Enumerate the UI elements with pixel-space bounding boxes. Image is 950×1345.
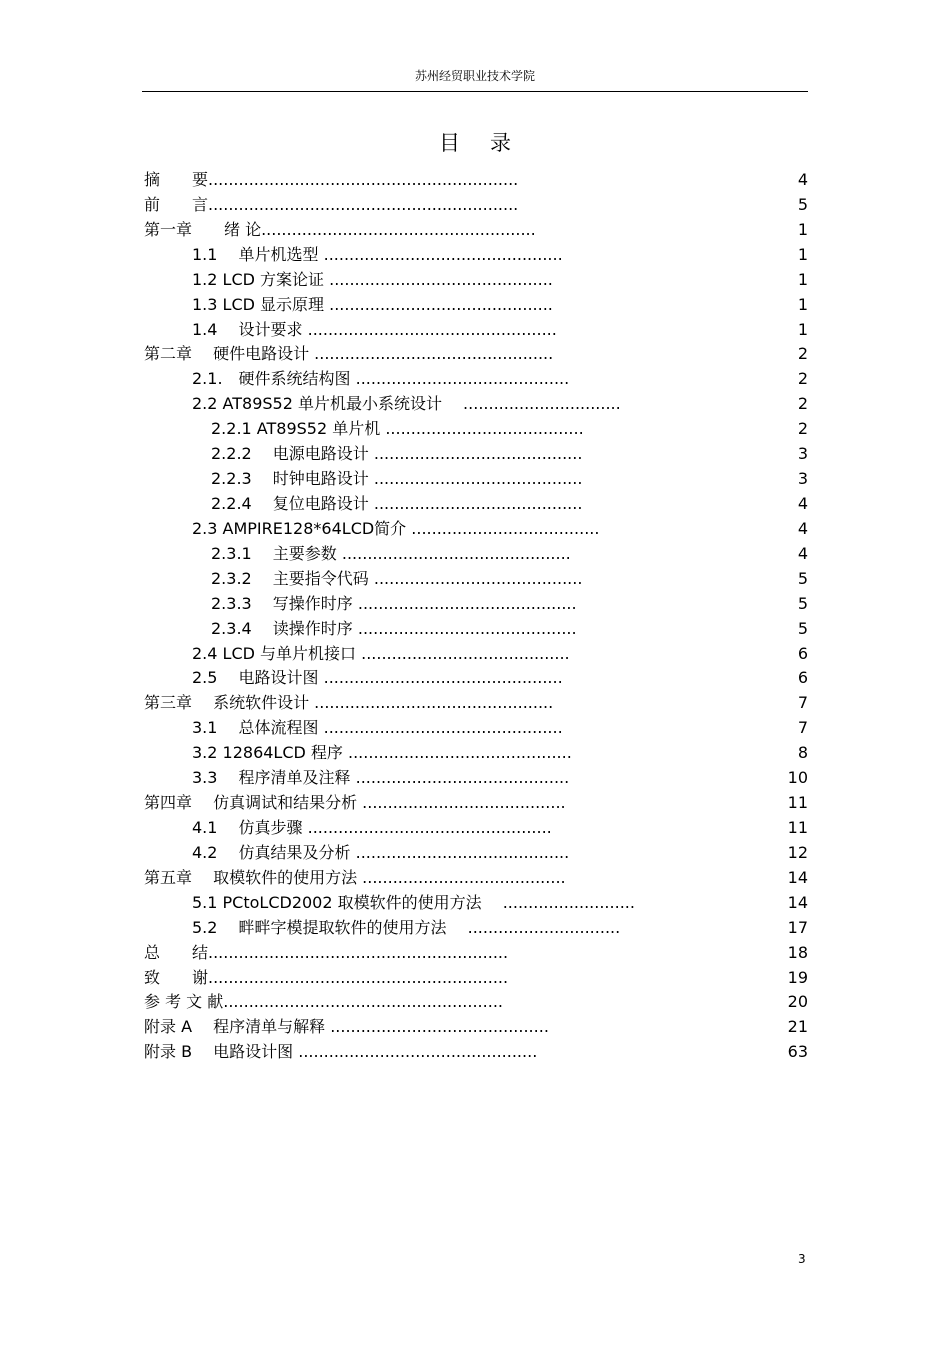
toc-entry-text: 1.1 单片机选型 ............................................... bbox=[192, 244, 563, 264]
toc-entry-text: 3.1 总体流程图 ............................................... bbox=[192, 718, 563, 738]
toc-entry[interactable] bbox=[144, 268, 808, 293]
toc-entry[interactable] bbox=[144, 891, 808, 916]
toc-entry[interactable] bbox=[144, 467, 808, 492]
toc-entry-text: 2.2.3 时钟电路设计 ......................................... bbox=[211, 469, 583, 489]
toc-entry-page: 7 bbox=[797, 693, 808, 713]
toc-entry[interactable] bbox=[144, 318, 808, 343]
toc-entry-text: 2.1. 硬件系统结构图 .......................................... bbox=[192, 369, 570, 389]
toc-entry[interactable] bbox=[144, 841, 808, 866]
toc-entry-page: 2 bbox=[797, 369, 808, 389]
toc-entry-text: 1.3 LCD 显示原理 ............................................ bbox=[192, 294, 553, 314]
toc-entry-page: 6 bbox=[797, 668, 808, 688]
toc-entry-page: 18 bbox=[787, 942, 808, 962]
toc-entry-text: 2.3.4 读操作时序 ........................................... bbox=[211, 618, 577, 638]
toc-entry-text: 3.3 程序清单及注释 .......................................... bbox=[192, 768, 570, 788]
toc-entry[interactable] bbox=[144, 517, 808, 542]
toc-entry-text: 2.2.4 复位电路设计 ......................................... bbox=[211, 493, 583, 513]
toc-entry-text: 2.5 电路设计图 ............................................... bbox=[192, 668, 563, 688]
toc-entry-page: 2 bbox=[797, 344, 808, 364]
toc-entry-text: 2.3.3 写操作时序 ........................................... bbox=[211, 593, 577, 613]
toc-entry[interactable] bbox=[144, 542, 808, 567]
toc-entry-text: 2.2.2 电源电路设计 ......................................... bbox=[211, 444, 583, 464]
toc-entry-page: 5 bbox=[797, 568, 808, 588]
toc-entry-page: 12 bbox=[787, 842, 808, 862]
toc-entry-page: 17 bbox=[787, 917, 808, 937]
toc-entry[interactable] bbox=[144, 417, 808, 442]
toc-entry-page: 3 bbox=[797, 469, 808, 489]
toc-entry-page: 2 bbox=[797, 419, 808, 439]
toc-entry[interactable] bbox=[144, 492, 808, 517]
toc-entry[interactable] bbox=[144, 716, 808, 741]
toc-entry-page: 4 bbox=[797, 493, 808, 513]
toc-entry-page: 3 bbox=[797, 444, 808, 464]
toc-entry-page: 1 bbox=[797, 294, 808, 314]
toc-entry[interactable] bbox=[144, 367, 808, 392]
toc-title: 目录 bbox=[439, 131, 541, 155]
toc-entry-page: 14 bbox=[787, 892, 808, 912]
toc-entry[interactable] bbox=[144, 617, 808, 642]
toc-entry-page: 11 bbox=[787, 817, 808, 837]
toc-entry-text: 总 结........................................................... bbox=[144, 942, 509, 962]
toc-entry-text: 参 考 文 献....................................................... bbox=[144, 992, 503, 1012]
toc-entry[interactable] bbox=[144, 1040, 808, 1065]
toc-entry-page: 20 bbox=[787, 992, 808, 1012]
toc-entry-text: 1.2 LCD 方案论证 ............................................ bbox=[192, 269, 553, 289]
toc-entry[interactable] bbox=[144, 392, 808, 417]
toc-entry-text: 2.3 AMPIRE128*64LCD简介 ..................................... bbox=[192, 518, 600, 538]
toc-entry-text: 第二章 硬件电路设计 ............................................... bbox=[144, 344, 554, 364]
toc-entry-page: 4 bbox=[797, 170, 808, 189]
toc-entry-page: 4 bbox=[797, 518, 808, 538]
toc-entry-text: 2.3.1 主要参数 ............................................. bbox=[211, 543, 571, 563]
toc-entry-text: 附录 A 程序清单与解释 ........................................... bbox=[144, 1017, 549, 1037]
toc-entry-page: 1 bbox=[797, 269, 808, 289]
toc-entry[interactable] bbox=[144, 342, 808, 367]
toc-entry-text: 摘 要............................................................. bbox=[144, 170, 519, 189]
toc-entry-page: 2 bbox=[797, 394, 808, 414]
toc-entry-text: 第三章 系统软件设计 ............................................... bbox=[144, 693, 554, 713]
toc-entry[interactable] bbox=[144, 168, 808, 193]
toc-entry-text: 4.2 仿真结果及分析 .......................................... bbox=[192, 842, 570, 862]
toc-entry[interactable] bbox=[144, 741, 808, 766]
toc-entry-text: 1.4 设计要求 ................................................. bbox=[192, 319, 557, 339]
toc-entry[interactable] bbox=[144, 193, 808, 218]
toc-entry[interactable] bbox=[144, 1015, 808, 1040]
header-rule bbox=[142, 91, 808, 92]
toc-entry[interactable] bbox=[144, 691, 808, 716]
toc-entry[interactable] bbox=[144, 866, 808, 891]
toc-entry-text: 3.2 12864LCD 程序 ............................................ bbox=[192, 743, 572, 763]
toc-entry[interactable] bbox=[144, 966, 808, 991]
toc-entry[interactable] bbox=[144, 791, 808, 816]
toc-entry[interactable] bbox=[144, 990, 808, 1015]
toc-entry-page: 10 bbox=[787, 768, 808, 788]
toc-entry-page: 21 bbox=[787, 1017, 808, 1037]
toc-entry-text: 5.1 PCtoLCD2002 取模软件的使用方法 .......................... bbox=[192, 892, 635, 912]
toc-entry-page: 1 bbox=[797, 319, 808, 339]
toc-entry-text: 2.2.1 AT89S52 单片机 ....................................... bbox=[211, 419, 584, 439]
toc-entry-page: 1 bbox=[797, 244, 808, 264]
toc-entry-text: 致 谢........................................................... bbox=[144, 967, 509, 987]
toc-entry-text: 附录 B 电路设计图 ............................................... bbox=[144, 1042, 538, 1062]
toc-entry[interactable] bbox=[144, 243, 808, 268]
toc-entry[interactable] bbox=[144, 218, 808, 243]
toc-entry-text: 5.2 畔畔字模提取软件的使用方法 .............................. bbox=[192, 917, 621, 937]
toc-entry-text: 2.3.2 主要指令代码 ......................................... bbox=[211, 568, 583, 588]
toc-entry-page: 5 bbox=[797, 618, 808, 638]
toc-entry[interactable] bbox=[144, 766, 808, 791]
toc-entry[interactable] bbox=[144, 666, 808, 691]
toc-entry-page: 4 bbox=[797, 543, 808, 563]
toc-entry-page: 14 bbox=[787, 867, 808, 887]
toc-entry-page: 6 bbox=[797, 643, 808, 663]
toc-entry-text: 第四章 仿真调试和结果分析 ........................................ bbox=[144, 793, 566, 813]
toc-entry[interactable] bbox=[144, 642, 808, 667]
toc-entry-page: 5 bbox=[797, 194, 808, 214]
page-header: 苏州经贸职业技术学院 bbox=[414, 69, 535, 83]
toc-entry-text: 2.2 AT89S52 单片机最小系统设计 ............................... bbox=[192, 394, 621, 414]
toc-entry-text: 4.1 仿真步骤 ................................................ bbox=[192, 817, 552, 837]
toc-entry-page: 1 bbox=[797, 219, 808, 239]
toc-entry[interactable] bbox=[144, 816, 808, 841]
toc-entry[interactable] bbox=[144, 442, 808, 467]
toc-entry-page: 8 bbox=[797, 743, 808, 763]
toc-entry-page: 11 bbox=[787, 793, 808, 813]
toc-entry[interactable] bbox=[144, 941, 808, 966]
toc-entry-page: 7 bbox=[797, 718, 808, 738]
toc-entry[interactable] bbox=[144, 567, 808, 592]
toc-entry-page: 5 bbox=[797, 593, 808, 613]
toc-entry-text: 第一章 绪 论...................................................... bbox=[144, 219, 536, 239]
table-of-contents bbox=[144, 168, 808, 1065]
toc-entry-text: 前 言............................................................. bbox=[144, 194, 519, 214]
toc-entry-page: 19 bbox=[787, 967, 808, 987]
toc-entry[interactable] bbox=[144, 592, 808, 617]
toc-entry-text: 第五章 取模软件的使用方法 ........................................ bbox=[144, 867, 566, 887]
page-number: 3 bbox=[798, 1252, 806, 1266]
toc-entry-text: 2.4 LCD 与单片机接口 ......................................... bbox=[192, 643, 570, 663]
toc-entry[interactable] bbox=[144, 916, 808, 941]
toc-entry[interactable] bbox=[144, 293, 808, 318]
toc-entry-page: 63 bbox=[787, 1042, 808, 1062]
